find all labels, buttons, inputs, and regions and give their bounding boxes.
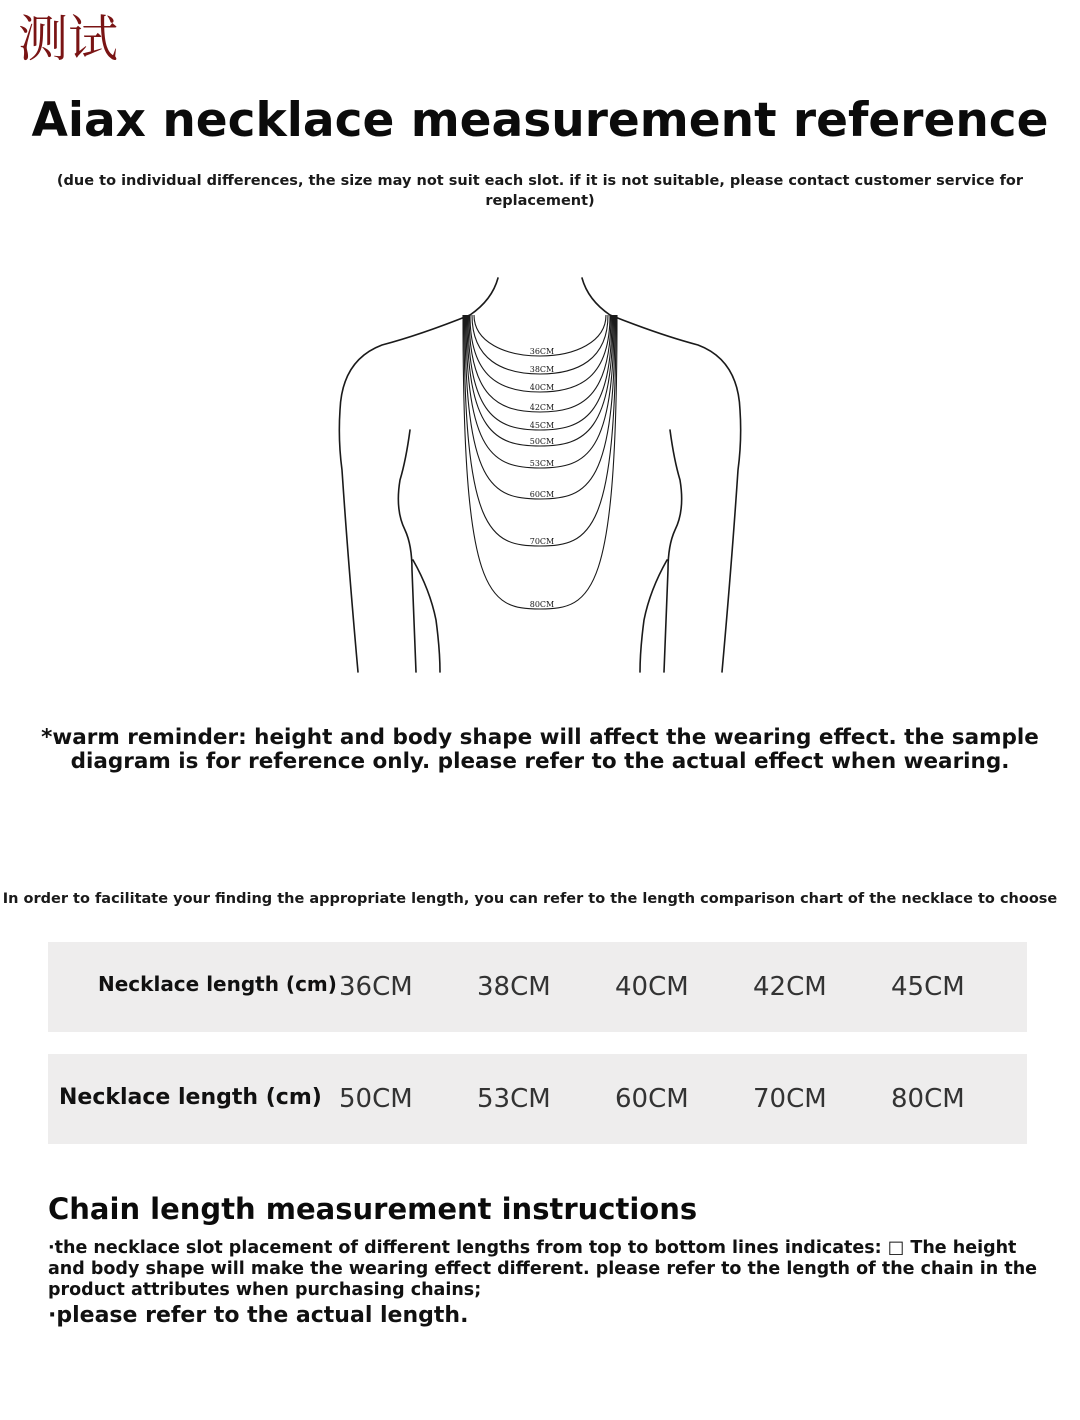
chain-length-label: 53CM <box>529 459 555 468</box>
body-outline <box>339 278 740 672</box>
size-cell: 42CM <box>753 972 827 1002</box>
instructions-title: Chain length measurement instructions <box>48 1192 698 1226</box>
size-cell: 36CM <box>339 972 413 1002</box>
size-row-label: Necklace length (cm) <box>98 972 337 996</box>
instructions-text: ·the necklace slot placement of different lengths from top to bottom lines indicates: □ The height and body shape will make the wearing effect different. please refer to the length of the chain in the product attributes when purchasing chains; <box>48 1238 1038 1300</box>
page-subtitle: (due to individual differences, the size may not suit each slot. if it is not suitable, please contact customer service for replacement) <box>56 173 1024 209</box>
necklace-chain-labels <box>530 347 555 609</box>
chain-length-label: 70CM <box>529 537 555 546</box>
size-cell: 60CM <box>615 1084 689 1114</box>
chain-length-label: 60CM <box>529 490 555 499</box>
left-armpit-line <box>398 430 416 672</box>
necklace-chain-42cm <box>469 315 611 412</box>
size-cell: 70CM <box>753 1084 827 1114</box>
size-row-2 <box>48 1054 1027 1144</box>
chain-length-label: 40CM <box>529 383 555 392</box>
chain-length-label: 42CM <box>529 403 555 412</box>
instructions-note: ·please refer to the actual length. <box>48 1303 469 1328</box>
size-cell: 40CM <box>615 972 689 1002</box>
chain-length-label: 50CM <box>529 437 555 446</box>
page-title: Aiax necklace measurement reference <box>31 93 1049 148</box>
chain-length-label: 38CM <box>529 365 555 374</box>
chain-length-label: 36CM <box>529 347 555 356</box>
chain-length-label: 80CM <box>529 600 555 609</box>
neck-left-line <box>470 278 498 315</box>
size-cell: 53CM <box>477 1084 551 1114</box>
necklace-length-diagram <box>320 265 760 685</box>
size-cell: 45CM <box>891 972 965 1002</box>
size-cell: 50CM <box>339 1084 413 1114</box>
size-row-label: Necklace length (cm) <box>59 1085 322 1110</box>
right-shoulder-line <box>610 315 741 672</box>
chain-length-label: 45CM <box>529 421 555 430</box>
watermark-text: 测试 <box>18 10 118 68</box>
right-armpit-line <box>664 430 682 672</box>
warm-reminder-text: *warm reminder: height and body shape will affect the wearing effect. the sample diagram is for reference only. please refer to the actual effect when wearing. <box>41 725 1039 774</box>
left-shoulder-line <box>339 315 470 672</box>
size-chart-intro: In order to facilitate your finding the appropriate length, you can refer to the length comparison chart of the necklace to choose <box>2 891 1058 907</box>
size-row-1 <box>48 942 1027 1032</box>
right-bust-line <box>640 560 667 672</box>
size-cell: 80CM <box>891 1084 965 1114</box>
size-cell: 38CM <box>477 972 551 1002</box>
left-bust-line <box>413 560 440 672</box>
neck-right-line <box>582 278 610 315</box>
